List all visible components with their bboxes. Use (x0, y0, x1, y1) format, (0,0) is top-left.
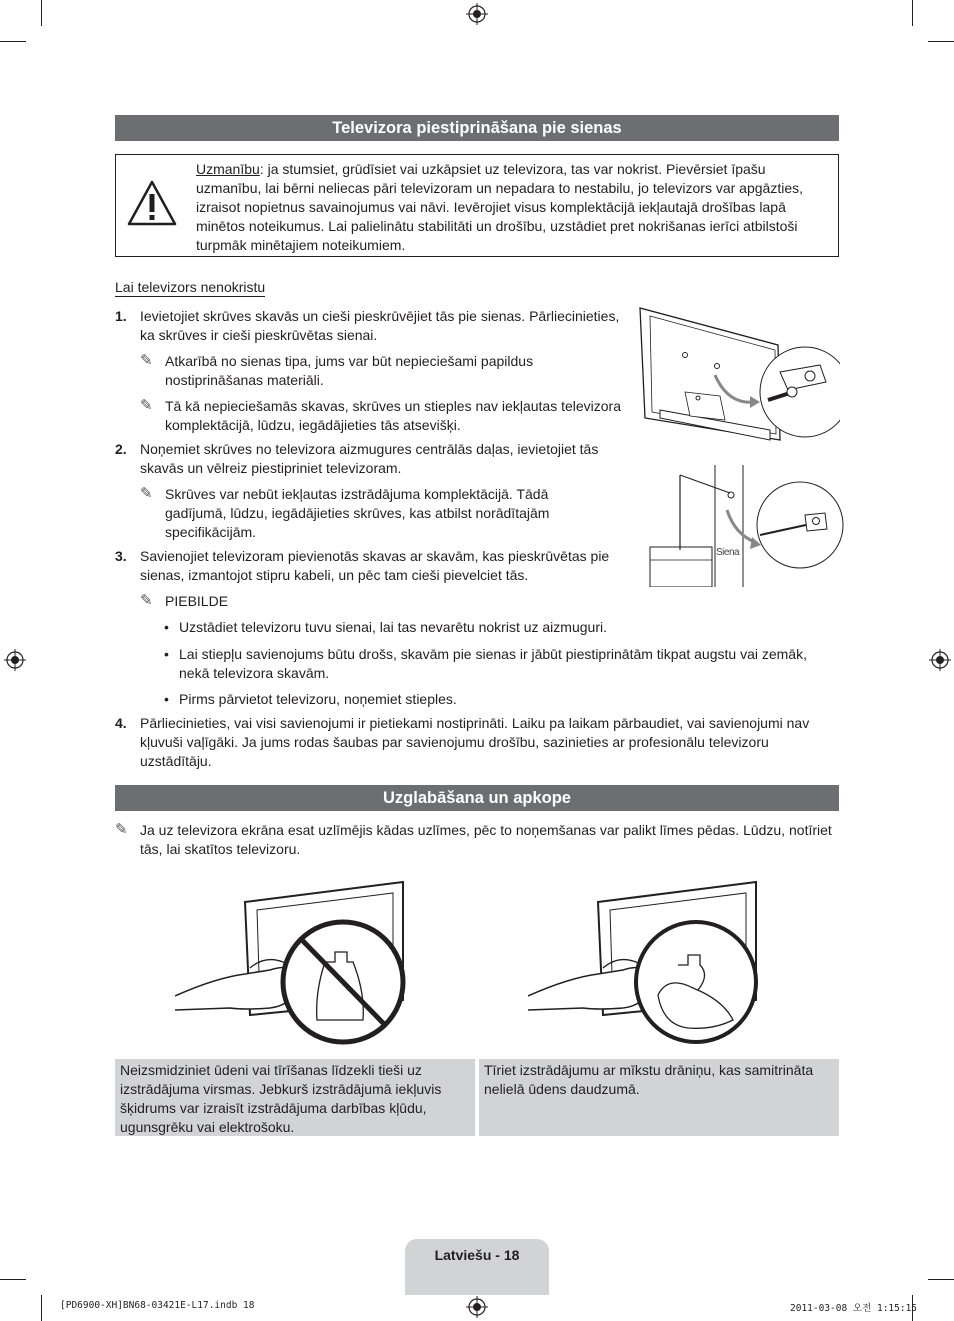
step-number: 1. (115, 308, 127, 324)
step-text: Ievietojiet skrūves skavās un cieši pieskrūvējiet tās pie sienas. Pārliecinieties, ka skrūves ir cieši pieskrūvētas sienai. (140, 308, 620, 343)
bullet-dot: • (164, 646, 169, 662)
section-title-storage: Uzglabāšana un apkope (115, 785, 839, 811)
bullet-text: Uzstādiet televizoru tuvu sienai, lai tas nevarētu nokrist uz aizmuguri. (179, 619, 607, 635)
note-text: Skrūves var nebūt iekļautas izstrādājuma komplektācijā. Tādā gadījumā, lūdzu, iegādājieties skrūves, kas atbilst norādītajām specifikācijām. (165, 486, 550, 540)
storage-note-text: Ja uz televizora ekrāna esat uzlīmējis kādas uzlīmes, pēc to noņemšanas var palikt līmes pēdas. Lūdzu, notīriet tās, lai skatītos televizoru. (140, 822, 832, 857)
section-title-wall-mount: Televizora piestiprināšana pie sienas (115, 115, 839, 141)
step-text: Pārliecinieties, vai visi savienojumi ir pietiekami nostiprināti. Laiku pa laikam pārbaudiet, vai savienojumi nav kļuvuši vaļīgāki. Ja jums rodas šaubas par savienojumu drošību, sazinieties ar profesionālu televizoru uzstādītāju. (140, 715, 810, 769)
step-number: 3. (115, 548, 127, 564)
caption-right: Tīriet izstrādājumu ar mīkstu drāniņu, kas samitrināta nelielā ūdens daudzumā. (479, 1059, 839, 1136)
note-label: PIEBILDE (165, 593, 229, 609)
bullet-dot: • (164, 619, 169, 635)
bullet-text: Pirms pārvietot televizoru, noņemiet stieples. (179, 691, 457, 707)
bullet-dot: • (164, 691, 169, 707)
registration-mark-icon (929, 649, 951, 671)
cloth-wipe-illustration (528, 880, 763, 1050)
footer-timestamp: 2011-03-08 오전 1:15:15 (790, 1303, 918, 1314)
step-text: Noņemiet skrūves no televizora aizmugures centrālās daļas, ievietojiet tās skavās un vēlreiz piestipriniet televizoram. (140, 441, 599, 476)
warning-body: : ja stumsiet, grūdīsiet vai uzkāpsiet uz televizora, tas var nokrist. Pievērsiet īpašu uzmanību, lai bērni neliecas pāri televizoram un nepadara to nestabilu, jo televizors var apgāzties, izraisot nopietnus savainojumus vai nāvi. Ievērojiet visus komplektācijā iekļautajā drošības lapā minētos noteikumus. Lai palielinātu stabilitāti un drošību, uzstādiet pret nokrišanas ierīci atbilstoši turpmāk minētajiem noteikumiem. (196, 161, 804, 253)
warning-text (196, 160, 826, 255)
warning-box (115, 154, 839, 257)
note-pencil-icon: ✎ (140, 397, 153, 414)
step-text: Savienojiet televizoram pievienotās skavas ar skavām, kas pieskrūvētas pie sienas, izmantojot stipru kabeli, un pēc tam cieši pievelciet tās. (140, 548, 610, 583)
registration-mark-icon (466, 1296, 488, 1318)
step-number: 2. (115, 441, 127, 457)
warning-label: Uzmanību (196, 161, 260, 177)
tv-back-clamp-illustration (630, 300, 840, 450)
registration-mark-icon (4, 649, 26, 671)
crop-mark (41, 0, 42, 26)
crop-mark (0, 41, 26, 42)
crop-mark (41, 1295, 42, 1321)
page-number-tab: Latviešu - 18 (405, 1239, 549, 1295)
bullet-text: Lai stiepļu savienojums būtu drošs, skavām pie sienas ir jābūt piestiprinātām tikpat augstu vai zemāk, nekā televizora skavām. (179, 646, 807, 681)
registration-mark-icon (466, 3, 488, 25)
warning-triangle-icon (126, 179, 178, 227)
note-text: Atkarībā no sienas tipa, jums var būt nepieciešami papildus nostiprināšanas materiāli. (165, 353, 534, 388)
wall-wire-illustration (645, 465, 845, 587)
wall-label: Siena (716, 547, 740, 558)
step-number: 4. (115, 715, 127, 731)
crop-mark (928, 41, 954, 42)
crop-mark (912, 0, 913, 26)
spray-prohibited-illustration (175, 880, 410, 1050)
subheading: Lai televizors nenokristu (115, 279, 266, 295)
note-pencil-icon: ✎ (115, 821, 128, 838)
note-pencil-icon: ✎ (140, 485, 153, 502)
crop-mark (928, 1279, 954, 1280)
note-pencil-icon: ✎ (140, 352, 153, 369)
caption-left: Neizsmidziniet ūdeni vai tīrīšanas līdzekli tieši uz izstrādājuma virsmas. Jebkurš izstrādājumā iekļuvis šķidrums var izraisīt izstrādājuma darbības kļūdu, ugunsgrēku vai elektrošoku. (115, 1059, 475, 1136)
crop-mark (0, 1279, 26, 1280)
note-text: Tā kā nepieciešamās skavas, skrūves un stieples nav iekļautas televizora komplektācijā, lūdzu, iegādājieties tās atsevišķi. (165, 398, 621, 433)
footer-file-info: [PD6900-XH]BN68-03421E-L17.indb 18 (60, 1300, 255, 1311)
note-pencil-icon: ✎ (140, 592, 153, 609)
